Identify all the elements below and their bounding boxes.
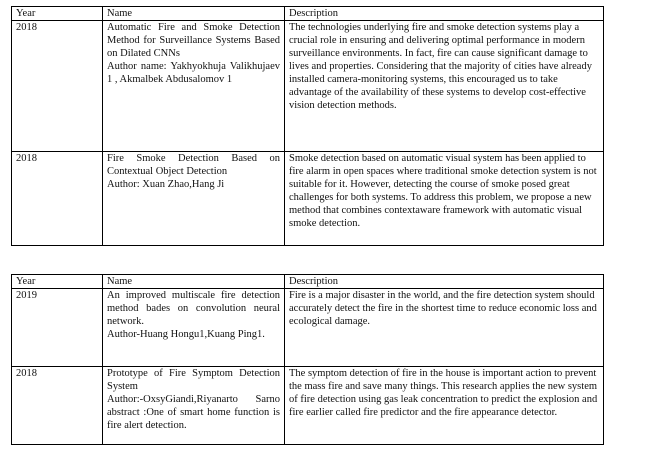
paper-author: Author:-OxsyGiandi,Riyanarto Sarno abstract :One of smart home function is fire alert detection. [107,394,280,431]
year-cell: 2018 [12,152,103,246]
table-row [12,152,604,246]
table-row [12,367,604,445]
description-cell: The technologies underlying fire and smoke detection systems play a crucial role in ensuring and delivering optimal performance in modern surveillance environments. In fact, fire can cause significant damage to lives and properties. Considering that the majority of cities have already installed camera-monitoring systems, this encouraged us to take advantage of the availability of these systems to develop cost-effective vision detection methods. [285,21,604,152]
paper-title: An improved multiscale fire detection method bades on convolution neural network. [107,290,280,327]
year-cell: 2018 [12,367,103,445]
name-cell [103,152,285,246]
paper-author: Author-Huang Hongu1,Kuang Ping1. [107,329,265,340]
name-cell [103,289,285,367]
name-cell [103,21,285,152]
paper-title: Prototype of Fire Symptom Detection System [107,368,280,392]
description-cell: Smoke detection based on automatic visual system has been applied to fire alarm in open spaces where traditional smoke detection system is not suitable for it. However, detecting the course of smoke posed great challenges for both systems. To address this problem, we propose a new method that combines contextaware framework with automatic visual smoke detection. [285,152,604,246]
table-row [12,289,604,367]
header-row [12,275,604,289]
year-cell: 2018 [12,21,103,152]
name-cell [103,367,285,445]
year-cell: 2019 [12,289,103,367]
header-year: Year [12,275,103,289]
paper-title: Fire Smoke Detection Based on Contextual Object Detection [107,153,280,177]
description-cell: Fire is a major disaster in the world, and the fire detection system should accurately detect the fire in the shortest time to reduce economic loss and ecological damage. [285,289,604,367]
description-cell: The symptom detection of fire in the house is important action to prevent the mass fire and save many things. This research applies the new system of fire detection using gas leak concentration to predict the explosion and fire earlier called fire predictor and the fire appearance detector. [285,367,604,445]
header-year: Year [12,7,103,21]
header-row [12,7,604,21]
header-description: Description [285,7,604,21]
paper-author: Author: Xuan Zhao,Hang Ji [107,179,225,190]
header-name: Name [103,7,285,21]
header-name: Name [103,275,285,289]
literature-table-2 [11,274,604,445]
paper-title: Automatic Fire and Smoke Detection Method for Surveillance Systems Based on Dilated CNNs [107,22,280,59]
table-row [12,21,604,152]
paper-author: Author name: Yakhyokhuja Valikhujaev 1 , Akmalbek Abdusalomov 1 [107,61,280,85]
literature-table-1 [11,6,604,246]
header-description: Description [285,275,604,289]
